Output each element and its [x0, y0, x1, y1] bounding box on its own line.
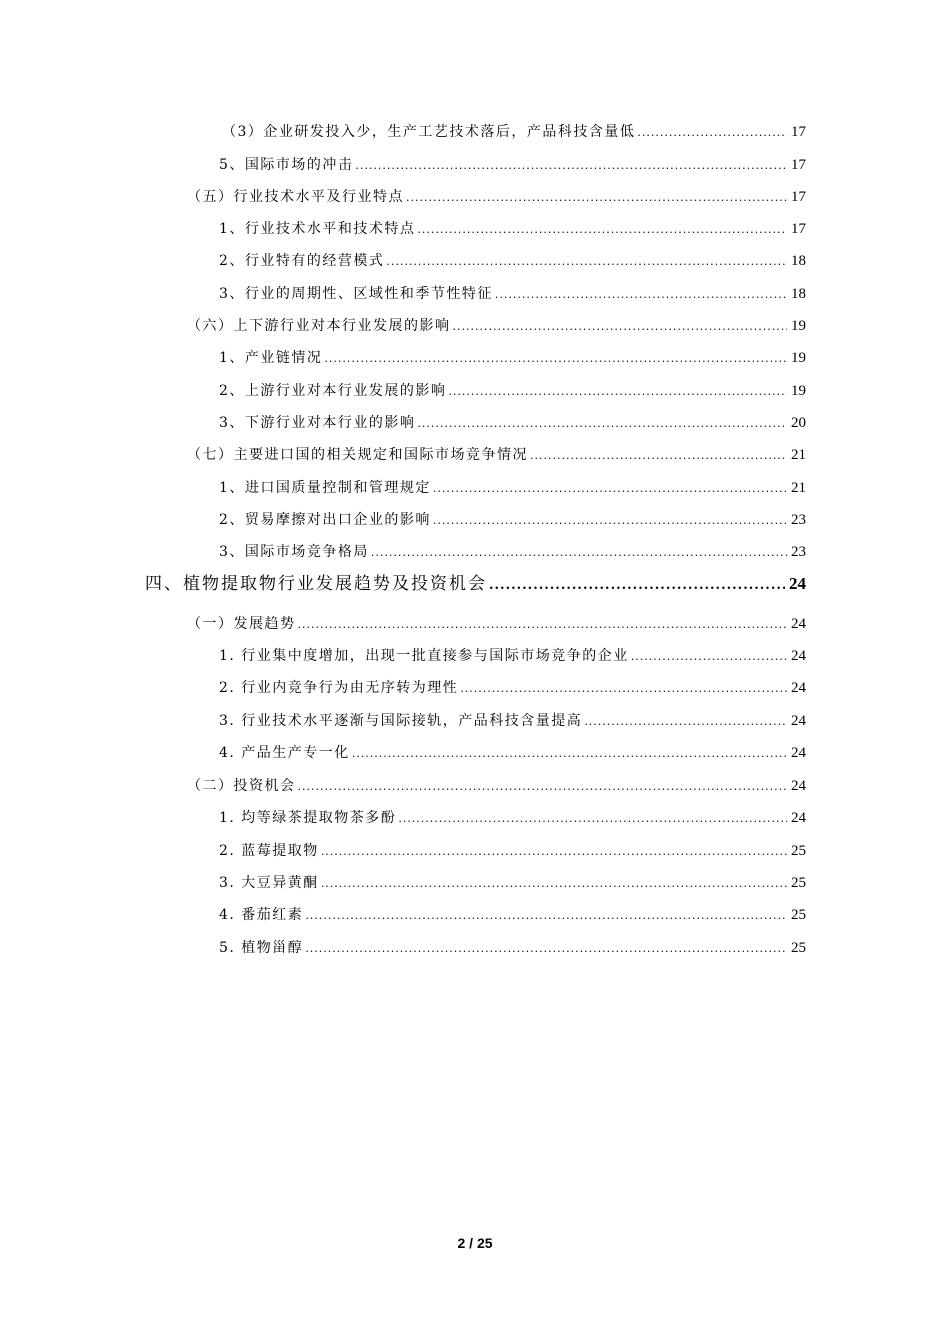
- toc-leader-dots: [417, 219, 787, 241]
- toc-entry-page: 23: [791, 544, 806, 560]
- toc-leader-dots: [453, 316, 788, 338]
- toc-entry[interactable]: [219, 154, 806, 176]
- toc-entry[interactable]: [219, 541, 806, 563]
- toc-entry-page: 19: [791, 318, 806, 334]
- toc-entry-page: 24: [791, 680, 806, 696]
- toc-entry-page: 25: [791, 875, 806, 891]
- toc-leader-dots: [298, 776, 788, 798]
- toc-leader-dots: [406, 187, 787, 209]
- toc-entry[interactable]: [219, 283, 806, 305]
- toc-leader-dots: [584, 711, 787, 733]
- toc-leader-dots: [352, 743, 787, 765]
- toc-leader-dots: [460, 678, 787, 700]
- toc-entry[interactable]: [187, 315, 806, 337]
- toc-entry-title: 2. 蓝莓提取物: [219, 843, 319, 859]
- toc-entry-page: 17: [791, 157, 806, 173]
- toc-entry[interactable]: [219, 412, 806, 434]
- toc-entry-page: 24: [791, 616, 806, 632]
- toc-entry-title: （3）企业研发投入少，生产工艺技术落后，产品科技含量低: [222, 124, 636, 140]
- toc-leader-dots: [355, 155, 787, 177]
- toc-leader-dots: [417, 413, 787, 435]
- toc-entry-page: 25: [791, 907, 806, 923]
- toc-entry-page: 17: [791, 124, 806, 140]
- toc-entry-title: （一）发展趋势: [187, 616, 296, 632]
- toc-entry-title: 4. 番茄红素: [219, 907, 304, 923]
- toc-entry[interactable]: [219, 677, 806, 699]
- toc-entry-page: 17: [791, 221, 806, 237]
- toc-entry-page: 19: [791, 383, 806, 399]
- toc-leader-dots: [305, 905, 787, 927]
- toc-entry-title: 2、上游行业对本行业发展的影响: [219, 383, 447, 399]
- toc-entry-title: 1、行业技术水平和技术特点: [219, 221, 416, 237]
- toc-entry[interactable]: [219, 645, 806, 667]
- toc-entry[interactable]: [187, 613, 806, 635]
- toc-entry[interactable]: [219, 872, 806, 894]
- toc-entry-title: 3、下游行业对本行业的影响: [219, 415, 416, 431]
- toc-entry-page: 24: [791, 648, 806, 664]
- toc-leader-dots: [321, 873, 787, 895]
- toc-leader-dots: [371, 542, 787, 564]
- toc-chapter-entry[interactable]: [145, 571, 806, 597]
- toc-entry-page: 24: [791, 810, 806, 826]
- toc-entry-title: 5、国际市场的冲击: [219, 157, 354, 173]
- toc-leader-dots: [305, 938, 787, 960]
- toc-leader-dots: [530, 445, 787, 467]
- toc-entry-page: 18: [791, 253, 806, 269]
- toc-entry-page: 20: [791, 415, 806, 431]
- toc-leader-dots: [433, 478, 787, 500]
- toc-entry-title: 1. 行业集中度增加，出现一批直接参与国际市场竞争的企业: [219, 648, 629, 664]
- page-number: 2 / 25: [457, 1235, 493, 1251]
- toc-entry-page: 24: [791, 778, 806, 794]
- toc-entry-page: 25: [791, 940, 806, 956]
- toc-leader-dots: [637, 122, 787, 144]
- toc-leader-dots: [386, 251, 787, 273]
- toc-entry[interactable]: [219, 347, 806, 369]
- toc-entry-title: （七）主要进口国的相关规定和国际市场竞争情况: [187, 447, 528, 463]
- toc-entry-title: 3. 大豆异黄酮: [219, 875, 319, 891]
- toc-entry-page: 24: [791, 745, 806, 761]
- toc-entry[interactable]: [219, 742, 806, 764]
- toc-leader-dots: [324, 348, 787, 370]
- toc-entry-title: 2、贸易摩擦对出口企业的影响: [219, 512, 431, 528]
- toc-entry[interactable]: [219, 380, 806, 402]
- toc-entry-title: 1、进口国质量控制和管理规定: [219, 480, 431, 496]
- toc-entry[interactable]: [219, 807, 806, 829]
- toc-entry-page: 21: [791, 447, 806, 463]
- toc-entry-title: 5. 植物甾醇: [219, 940, 304, 956]
- toc-entry[interactable]: [219, 509, 806, 531]
- toc-leader-dots: [398, 808, 787, 830]
- toc-entry-page: 25: [791, 843, 806, 859]
- toc-entry[interactable]: [219, 477, 806, 499]
- toc-leader-dots: [298, 614, 788, 636]
- toc-entry[interactable]: [187, 186, 806, 208]
- toc-leader-dots: [321, 841, 787, 863]
- toc-entry-page: 21: [791, 480, 806, 496]
- toc-leader-dots: [495, 284, 787, 306]
- toc-entry-page: 23: [791, 512, 806, 528]
- toc-entry-title: 3、行业的周期性、区域性和季节性特征: [219, 286, 493, 302]
- toc-entry-title: 3. 行业技术水平逐渐与国际接轨，产品科技含量提高: [219, 713, 583, 729]
- toc-entry-title: （二）投资机会: [187, 778, 296, 794]
- toc-leader-dots: [433, 510, 787, 532]
- toc-entry-page: 18: [791, 286, 806, 302]
- toc-entry[interactable]: [187, 444, 806, 466]
- toc-entry-page: 24: [791, 713, 806, 729]
- toc-entry[interactable]: [219, 218, 806, 240]
- toc-entry-title: 四、植物提取物行业发展趋势及投资机会: [145, 574, 487, 594]
- toc-entry-title: 4. 产品生产专一化: [219, 745, 350, 761]
- toc-entry[interactable]: [219, 250, 806, 272]
- toc-leader-dots: [489, 573, 785, 599]
- toc-leader-dots: [631, 646, 787, 668]
- toc-entry[interactable]: [222, 121, 806, 143]
- toc-entry-page: 19: [791, 350, 806, 366]
- toc-entry[interactable]: [219, 840, 806, 862]
- toc-entry[interactable]: [219, 904, 806, 926]
- toc-entry-title: 3、国际市场竞争格局: [219, 544, 369, 560]
- toc-entry[interactable]: [187, 775, 806, 797]
- toc-entry-page: 24: [789, 574, 806, 593]
- toc-entry-title: 2、行业特有的经营模式: [219, 253, 385, 269]
- toc-entry-title: 1、产业链情况: [219, 350, 323, 366]
- toc-leader-dots: [448, 381, 787, 403]
- toc-entry[interactable]: [219, 937, 806, 959]
- toc-entry-page: 17: [791, 189, 806, 205]
- toc-entry-title: 1. 均等绿茶提取物茶多酚: [219, 810, 397, 826]
- toc-entry-title: （五）行业技术水平及行业特点: [187, 189, 404, 205]
- toc-entry-title: 2. 行业内竞争行为由无序转为理性: [219, 680, 459, 696]
- toc-entry[interactable]: [219, 710, 806, 732]
- toc-entry-title: （六）上下游行业对本行业发展的影响: [187, 318, 451, 334]
